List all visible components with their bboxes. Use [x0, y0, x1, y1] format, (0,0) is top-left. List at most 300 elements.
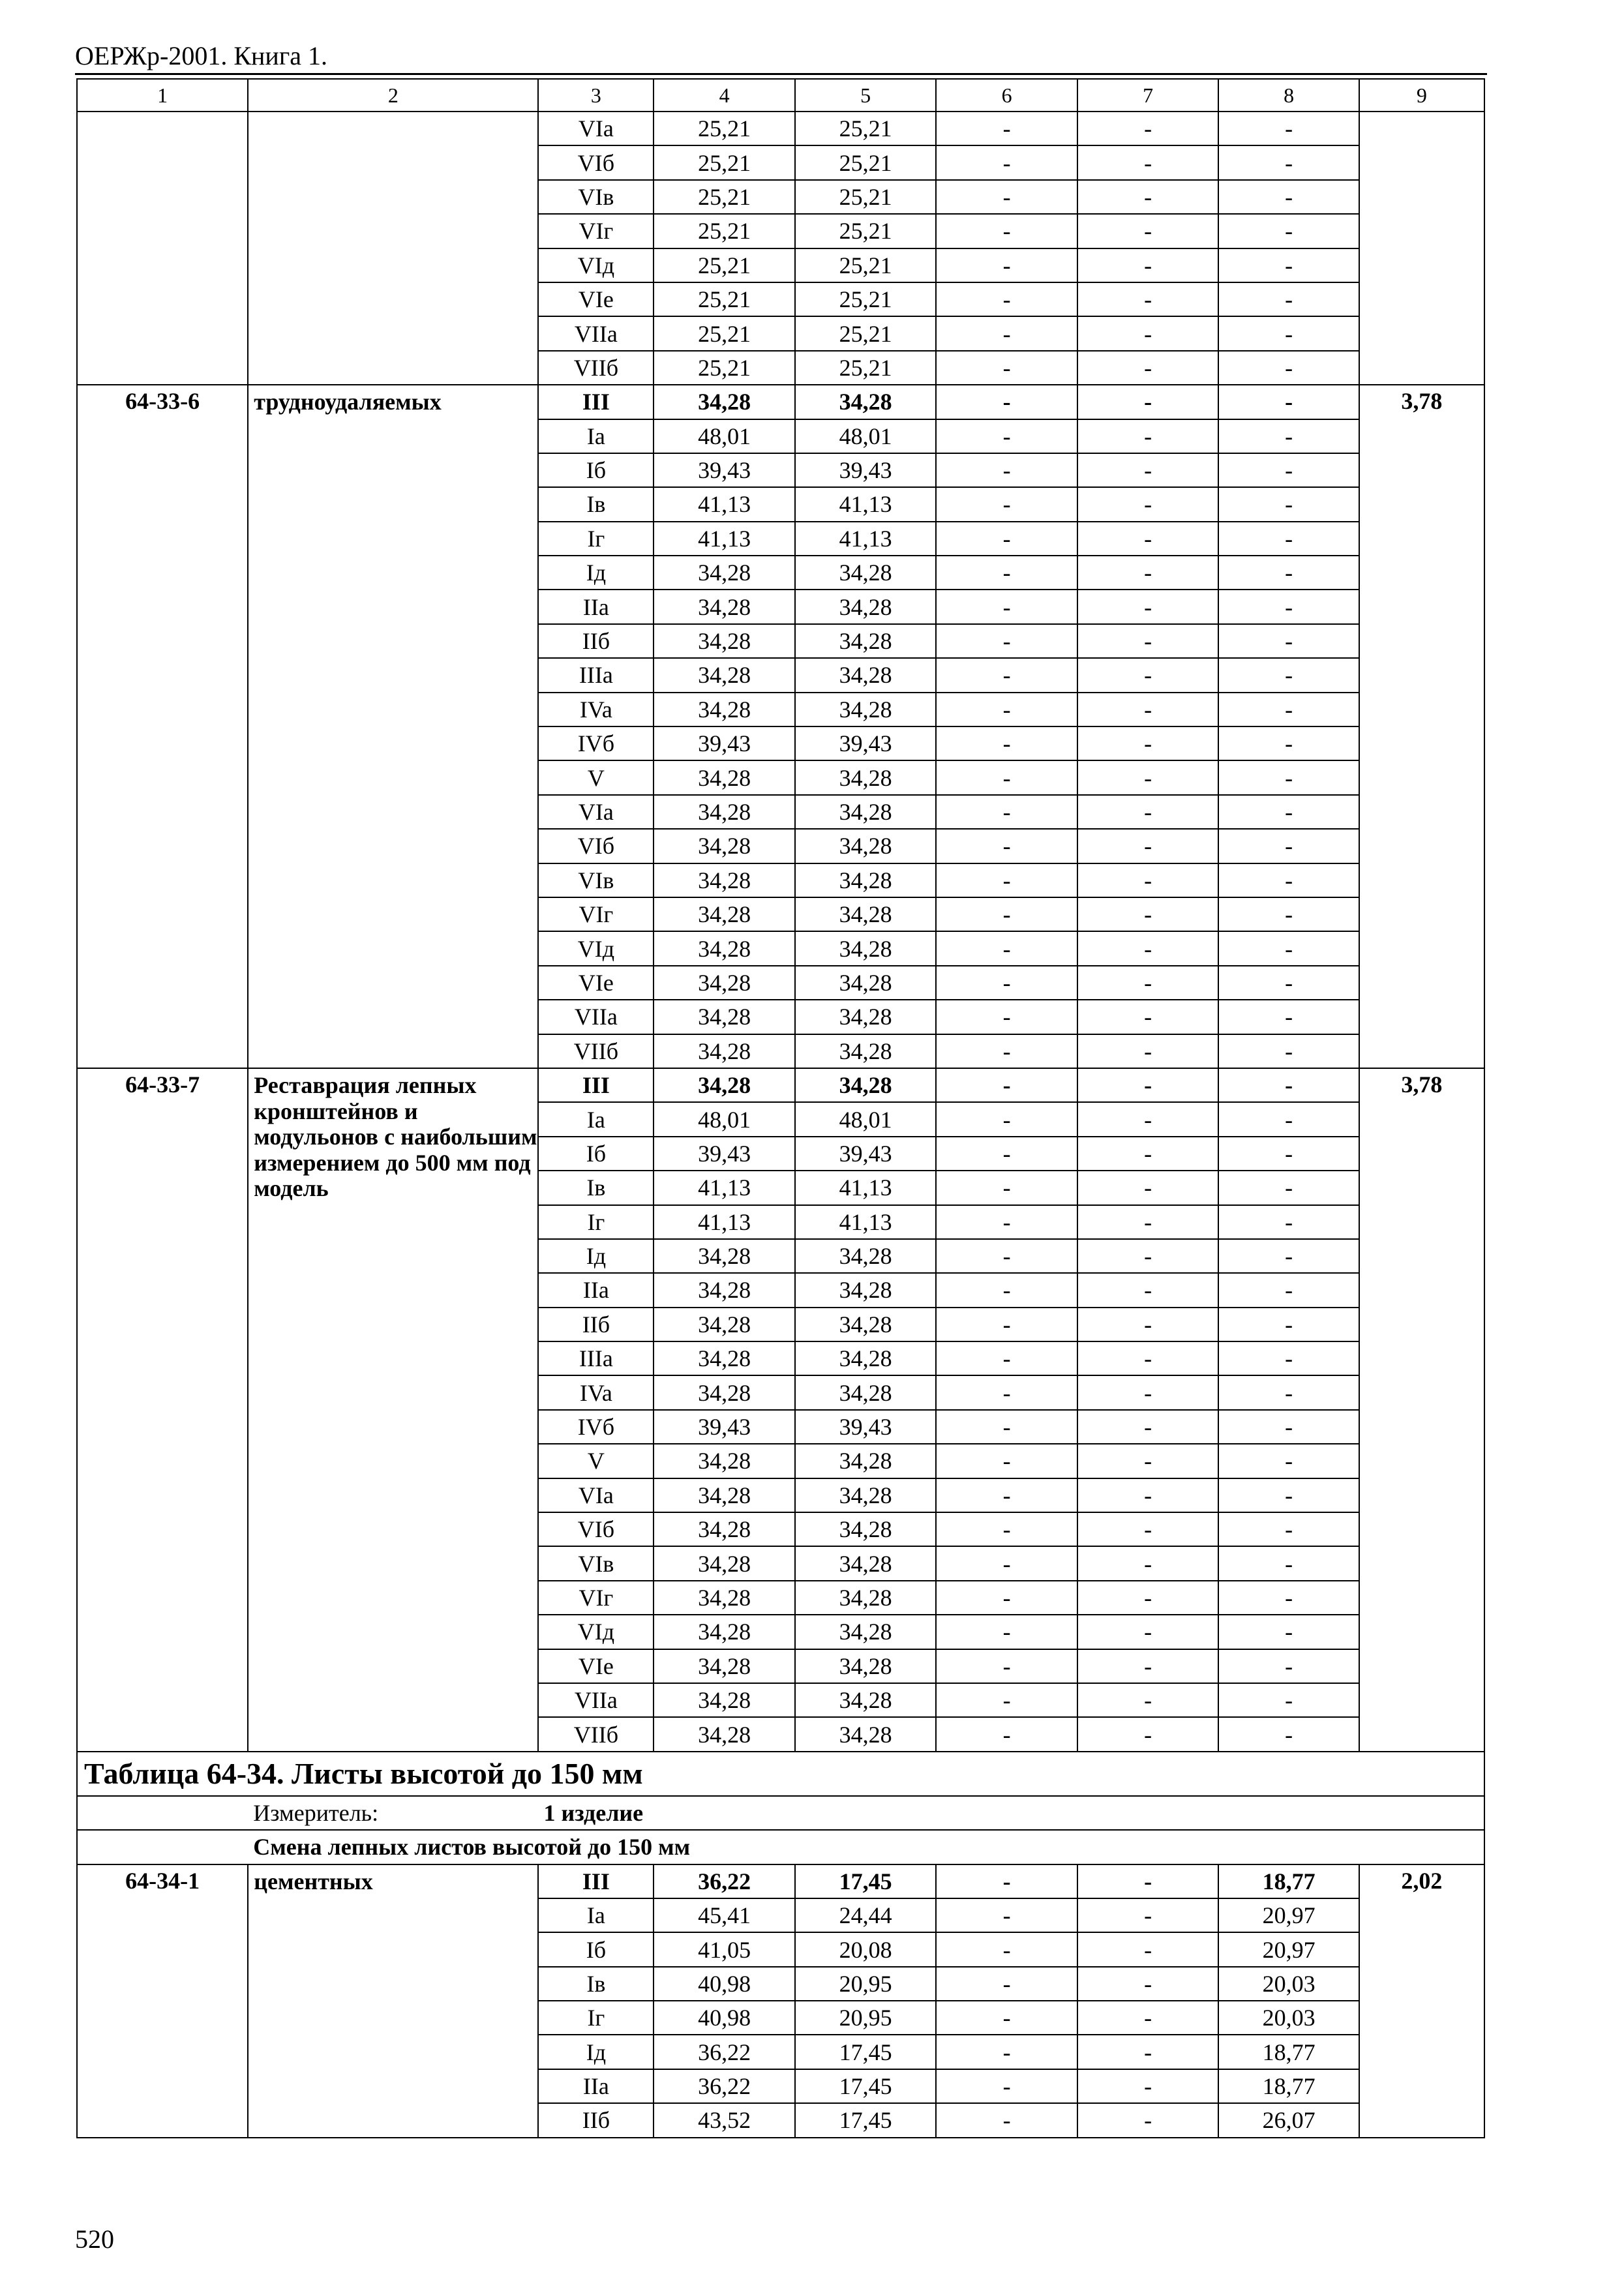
item-code: 64-34-1: [77, 1864, 248, 2138]
value-col5: 25,21: [795, 112, 937, 145]
value-col7: -: [1077, 214, 1219, 248]
value-col4: 34,28: [654, 1546, 795, 1580]
value-col6: -: [936, 726, 1077, 760]
value-col4: 48,01: [654, 1102, 795, 1136]
value-col5: 34,28: [795, 931, 937, 965]
value-col7: -: [1077, 795, 1219, 829]
value-col7: -: [1077, 1898, 1219, 1932]
value-col7: -: [1077, 966, 1219, 1000]
value-col6: -: [936, 863, 1077, 897]
value-col7: -: [1077, 2103, 1219, 2137]
value-col7: -: [1077, 2001, 1219, 2035]
value-col4: 48,01: [654, 419, 795, 453]
value-col4: 39,43: [654, 726, 795, 760]
column-number: 5: [795, 79, 937, 112]
value-col4: 34,28: [654, 1649, 795, 1683]
value-col6: -: [936, 1137, 1077, 1171]
value-col5: 24,44: [795, 1898, 937, 1932]
value-col6: -: [936, 693, 1077, 726]
value-col7: -: [1077, 1478, 1219, 1512]
value-col6: -: [936, 1034, 1077, 1068]
value-col8: -: [1218, 1615, 1359, 1649]
value-col5: 20,95: [795, 1967, 937, 2001]
value-col8: -: [1218, 145, 1359, 179]
meter-row: [77, 1796, 1484, 1830]
value-col7: -: [1077, 1444, 1219, 1478]
value-col8: -: [1218, 829, 1359, 863]
value-col7: -: [1077, 316, 1219, 350]
zone-cell: IIIa: [538, 658, 654, 692]
zone-cell: VIв: [538, 1546, 654, 1580]
value-col5: 34,28: [795, 1512, 937, 1546]
value-col4: 25,21: [654, 351, 795, 385]
value-col8: 20,03: [1218, 2001, 1359, 2035]
value-col4: 34,28: [654, 1000, 795, 1034]
zone-cell: VIд: [538, 1615, 654, 1649]
meter-label: Измеритель:: [248, 1796, 538, 1830]
value-col8: -: [1218, 112, 1359, 145]
value-col7: -: [1077, 1239, 1219, 1273]
value-col6: -: [936, 1615, 1077, 1649]
value-col7: -: [1077, 419, 1219, 453]
value-col6: -: [936, 658, 1077, 692]
value-col7: -: [1077, 248, 1219, 282]
value-col7: -: [1077, 351, 1219, 385]
value-col8: -: [1218, 590, 1359, 623]
value-col7: -: [1077, 1546, 1219, 1580]
value-col4: 25,21: [654, 145, 795, 179]
value-col7: -: [1077, 1932, 1219, 1966]
value-col6: -: [936, 1239, 1077, 1273]
value-col7: -: [1077, 453, 1219, 487]
value-col8: -: [1218, 1034, 1359, 1068]
zone-cell: III: [538, 385, 654, 419]
value-col4: 41,13: [654, 487, 795, 521]
value-col4: 34,28: [654, 1683, 795, 1717]
value-col8: -: [1218, 1273, 1359, 1307]
value-col8: -: [1218, 1410, 1359, 1444]
value-col5: 34,28: [795, 1546, 937, 1580]
value-col6: -: [936, 829, 1077, 863]
value-col5: 34,28: [795, 897, 937, 931]
value-col6: -: [936, 1171, 1077, 1204]
value-col5: 34,28: [795, 795, 937, 829]
value-col5: 25,21: [795, 316, 937, 350]
zone-cell: IVб: [538, 1410, 654, 1444]
value-col7: -: [1077, 1615, 1219, 1649]
column-number: 8: [1218, 79, 1359, 112]
table-title-row: [77, 1752, 1484, 1796]
value-col6: -: [936, 1102, 1077, 1136]
zone-cell: VIIa: [538, 1000, 654, 1034]
value-col4: 40,98: [654, 2001, 795, 2035]
value-col6: -: [936, 351, 1077, 385]
value-col4: 41,13: [654, 1205, 795, 1239]
value-col5: 41,13: [795, 487, 937, 521]
zone-cell: IIa: [538, 590, 654, 623]
meter-value: 1 изделие: [538, 1796, 1484, 1830]
value-col4: 34,28: [654, 693, 795, 726]
value-col6: -: [936, 2103, 1077, 2137]
value-col6: -: [936, 624, 1077, 658]
value-col5: 25,21: [795, 145, 937, 179]
value-col7: -: [1077, 522, 1219, 556]
value-col6: -: [936, 1649, 1077, 1683]
zone-cell: Iв: [538, 1171, 654, 1204]
section-title: Смена лепных листов высотой до 150 мм: [248, 1830, 1484, 1864]
value-col7: -: [1077, 112, 1219, 145]
zone-cell: Iг: [538, 522, 654, 556]
value-col5: 48,01: [795, 1102, 937, 1136]
value-col4: 43,52: [654, 2103, 795, 2137]
zone-cell: Iв: [538, 1967, 654, 2001]
value-col9: 3,78: [1359, 1068, 1484, 1752]
value-col6: -: [936, 145, 1077, 179]
value-col7: -: [1077, 1410, 1219, 1444]
value-col6: -: [936, 316, 1077, 350]
value-col4: 34,28: [654, 966, 795, 1000]
value-col7: -: [1077, 1137, 1219, 1171]
value-col4: 25,21: [654, 316, 795, 350]
value-col8: -: [1218, 487, 1359, 521]
value-col8: -: [1218, 1683, 1359, 1717]
value-col8: -: [1218, 248, 1359, 282]
zone-cell: Iд: [538, 2035, 654, 2069]
value-col7: -: [1077, 1102, 1219, 1136]
value-col7: -: [1077, 931, 1219, 965]
value-col5: 17,45: [795, 1864, 937, 1898]
value-col6: -: [936, 966, 1077, 1000]
zone-cell: Iд: [538, 1239, 654, 1273]
value-col7: -: [1077, 897, 1219, 931]
value-col6: -: [936, 2001, 1077, 2035]
value-col8: -: [1218, 624, 1359, 658]
value-col7: -: [1077, 590, 1219, 623]
value-col7: -: [1077, 624, 1219, 658]
zone-cell: IVa: [538, 693, 654, 726]
value-col5: 34,28: [795, 1581, 937, 1615]
value-col6: -: [936, 1308, 1077, 1341]
value-col8: -: [1218, 795, 1359, 829]
zone-cell: VIIa: [538, 316, 654, 350]
item-description: [248, 112, 538, 385]
value-col4: 40,98: [654, 1967, 795, 2001]
value-col6: -: [936, 897, 1077, 931]
value-col7: -: [1077, 760, 1219, 794]
value-col5: 34,28: [795, 1717, 937, 1751]
zone-cell: IVa: [538, 1375, 654, 1409]
table-row: [77, 112, 1484, 145]
value-col4: 34,28: [654, 863, 795, 897]
value-col6: -: [936, 1717, 1077, 1751]
zone-cell: Ia: [538, 419, 654, 453]
item-code: 64-33-7: [77, 1068, 248, 1752]
zone-cell: VIa: [538, 1478, 654, 1512]
value-col4: 41,13: [654, 1171, 795, 1204]
value-col4: 34,28: [654, 658, 795, 692]
item-description: Реставрация лепных кронштейнов и модульонов с наибольшим измерением до 500 мм под модель: [248, 1068, 538, 1752]
value-col8: -: [1218, 1308, 1359, 1341]
zone-cell: IIa: [538, 2069, 654, 2103]
value-col9: 3,78: [1359, 385, 1484, 1068]
page-number: 520: [75, 2224, 114, 2254]
value-col8: -: [1218, 556, 1359, 590]
value-col5: 34,28: [795, 658, 937, 692]
zone-cell: VIб: [538, 145, 654, 179]
zone-cell: VIIб: [538, 1717, 654, 1751]
zone-cell: Iб: [538, 453, 654, 487]
value-col4: 25,21: [654, 112, 795, 145]
value-col5: 25,21: [795, 248, 937, 282]
table-row: [77, 1068, 1484, 1102]
value-col7: -: [1077, 1000, 1219, 1034]
value-col5: 34,28: [795, 590, 937, 623]
value-col7: -: [1077, 487, 1219, 521]
value-col5: 34,28: [795, 1273, 937, 1307]
value-col7: -: [1077, 145, 1219, 179]
value-col6: -: [936, 487, 1077, 521]
column-number: 7: [1077, 79, 1219, 112]
value-col5: 25,21: [795, 282, 937, 316]
value-col4: 34,28: [654, 624, 795, 658]
section-row: [77, 1830, 1484, 1864]
zone-cell: Iг: [538, 1205, 654, 1239]
value-col8: -: [1218, 419, 1359, 453]
zone-cell: VIг: [538, 1581, 654, 1615]
value-col5: 34,28: [795, 1375, 937, 1409]
value-col4: 36,22: [654, 2069, 795, 2103]
value-col5: 34,28: [795, 385, 937, 419]
zone-cell: VIIб: [538, 1034, 654, 1068]
item-code: 64-33-6: [77, 385, 248, 1068]
value-col4: 34,28: [654, 556, 795, 590]
zone-cell: VIд: [538, 931, 654, 965]
value-col5: 39,43: [795, 453, 937, 487]
value-col9: 2,02: [1359, 1864, 1484, 2138]
value-col4: 34,28: [654, 1273, 795, 1307]
column-number: 2: [248, 79, 538, 112]
value-col5: 34,28: [795, 1478, 937, 1512]
value-col8: -: [1218, 1102, 1359, 1136]
value-col5: 34,28: [795, 1068, 937, 1102]
value-col7: -: [1077, 1205, 1219, 1239]
value-col7: -: [1077, 1581, 1219, 1615]
value-col6: -: [936, 931, 1077, 965]
value-col6: -: [936, 1375, 1077, 1409]
value-col4: 25,21: [654, 180, 795, 214]
value-col5: 34,28: [795, 1239, 937, 1273]
value-col5: 34,28: [795, 1341, 937, 1375]
value-col7: -: [1077, 1717, 1219, 1751]
value-col8: -: [1218, 693, 1359, 726]
value-col5: 17,45: [795, 2035, 937, 2069]
value-col8: -: [1218, 658, 1359, 692]
value-col6: -: [936, 1410, 1077, 1444]
column-number: 1: [77, 79, 248, 112]
value-col8: -: [1218, 1375, 1359, 1409]
value-col4: 41,13: [654, 522, 795, 556]
value-col8: -: [1218, 282, 1359, 316]
value-col5: 41,13: [795, 522, 937, 556]
value-col7: -: [1077, 1171, 1219, 1204]
value-col6: -: [936, 214, 1077, 248]
zone-cell: Iг: [538, 2001, 654, 2035]
zone-cell: III: [538, 1068, 654, 1102]
value-col6: -: [936, 1581, 1077, 1615]
value-col8: -: [1218, 1546, 1359, 1580]
value-col4: 34,28: [654, 1308, 795, 1341]
value-col5: 34,28: [795, 863, 937, 897]
value-col8: -: [1218, 1205, 1359, 1239]
value-col5: 34,28: [795, 966, 937, 1000]
value-col8: -: [1218, 1341, 1359, 1375]
value-col7: -: [1077, 726, 1219, 760]
value-col8: -: [1218, 931, 1359, 965]
table-title: Таблица 64-34. Листы высотой до 150 мм: [77, 1752, 1484, 1796]
zone-cell: IIб: [538, 1308, 654, 1341]
value-col5: 48,01: [795, 419, 937, 453]
rates-table: [76, 78, 1485, 2138]
value-col5: 34,28: [795, 760, 937, 794]
value-col6: -: [936, 760, 1077, 794]
value-col6: -: [936, 1205, 1077, 1239]
section-spacer: [77, 1830, 248, 1864]
value-col7: -: [1077, 658, 1219, 692]
value-col7: -: [1077, 180, 1219, 214]
zone-cell: Iв: [538, 487, 654, 521]
value-col7: -: [1077, 1375, 1219, 1409]
value-col6: -: [936, 1864, 1077, 1898]
value-col4: 41,05: [654, 1932, 795, 1966]
value-col5: 34,28: [795, 1615, 937, 1649]
value-col4: 34,28: [654, 760, 795, 794]
value-col9: [1359, 112, 1484, 385]
zone-cell: V: [538, 1444, 654, 1478]
zone-cell: IIa: [538, 1273, 654, 1307]
value-col7: -: [1077, 556, 1219, 590]
column-number: 4: [654, 79, 795, 112]
value-col8: 18,77: [1218, 2035, 1359, 2069]
zone-cell: VIг: [538, 214, 654, 248]
zone-cell: IIIa: [538, 1341, 654, 1375]
zone-cell: Ia: [538, 1102, 654, 1136]
value-col7: -: [1077, 282, 1219, 316]
zone-cell: VIa: [538, 112, 654, 145]
value-col7: -: [1077, 385, 1219, 419]
running-title: ОЕРЖр-2001. Книга 1.: [75, 41, 327, 70]
value-col6: -: [936, 1444, 1077, 1478]
value-col4: 34,28: [654, 897, 795, 931]
zone-cell: VIв: [538, 863, 654, 897]
value-col6: -: [936, 419, 1077, 453]
zone-cell: Ia: [538, 1898, 654, 1932]
zone-cell: VIг: [538, 897, 654, 931]
value-col5: 34,28: [795, 624, 937, 658]
zone-cell: Iб: [538, 1137, 654, 1171]
item-code: [77, 112, 248, 385]
value-col5: 34,28: [795, 1683, 937, 1717]
zone-cell: IVб: [538, 726, 654, 760]
value-col6: -: [936, 1000, 1077, 1034]
value-col7: -: [1077, 1683, 1219, 1717]
value-col7: -: [1077, 1308, 1219, 1341]
value-col8: -: [1218, 1137, 1359, 1171]
value-col8: -: [1218, 351, 1359, 385]
value-col5: 17,45: [795, 2069, 937, 2103]
value-col8: -: [1218, 453, 1359, 487]
value-col7: -: [1077, 1341, 1219, 1375]
value-col7: -: [1077, 863, 1219, 897]
value-col4: 34,28: [654, 795, 795, 829]
item-description: трудноудаляемых: [248, 385, 538, 1068]
value-col8: -: [1218, 522, 1359, 556]
value-col8: -: [1218, 1649, 1359, 1683]
value-col4: 34,28: [654, 1717, 795, 1751]
value-col5: 17,45: [795, 2103, 937, 2137]
value-col6: -: [936, 2035, 1077, 2069]
zone-cell: III: [538, 1864, 654, 1898]
value-col4: 34,28: [654, 1581, 795, 1615]
value-col6: -: [936, 453, 1077, 487]
value-col4: 25,21: [654, 248, 795, 282]
value-col5: 25,21: [795, 214, 937, 248]
value-col6: -: [936, 522, 1077, 556]
value-col4: 36,22: [654, 1864, 795, 1898]
value-col5: 34,28: [795, 829, 937, 863]
value-col8: 20,97: [1218, 1898, 1359, 1932]
value-col8: -: [1218, 726, 1359, 760]
column-number: 3: [538, 79, 654, 112]
column-number: 9: [1359, 79, 1484, 112]
value-col8: 18,77: [1218, 2069, 1359, 2103]
value-col8: 20,03: [1218, 1967, 1359, 2001]
value-col6: -: [936, 1898, 1077, 1932]
value-col6: -: [936, 590, 1077, 623]
value-col4: 34,28: [654, 1512, 795, 1546]
value-col4: 34,28: [654, 1375, 795, 1409]
value-col4: 34,28: [654, 829, 795, 863]
zone-cell: VIв: [538, 180, 654, 214]
table-row: [77, 385, 1484, 419]
value-col8: -: [1218, 1068, 1359, 1102]
value-col5: 34,28: [795, 1000, 937, 1034]
column-number: 6: [936, 79, 1077, 112]
zone-cell: IIб: [538, 624, 654, 658]
value-col6: -: [936, 385, 1077, 419]
value-col4: 25,21: [654, 282, 795, 316]
column-number-row: [77, 79, 1484, 112]
value-col5: 39,43: [795, 726, 937, 760]
value-col5: 34,28: [795, 556, 937, 590]
zone-cell: VIб: [538, 829, 654, 863]
value-col7: -: [1077, 1649, 1219, 1683]
value-col7: -: [1077, 1864, 1219, 1898]
value-col4: 34,28: [654, 1239, 795, 1273]
value-col8: -: [1218, 863, 1359, 897]
value-col4: 34,28: [654, 590, 795, 623]
item-description: цементных: [248, 1864, 538, 2138]
value-col6: -: [936, 1341, 1077, 1375]
zone-cell: VIIб: [538, 351, 654, 385]
value-col8: -: [1218, 1239, 1359, 1273]
value-col4: 34,28: [654, 1068, 795, 1102]
value-col7: -: [1077, 1273, 1219, 1307]
value-col8: -: [1218, 966, 1359, 1000]
value-col5: 20,95: [795, 2001, 937, 2035]
value-col6: -: [936, 112, 1077, 145]
zone-cell: Iб: [538, 1932, 654, 1966]
value-col7: -: [1077, 1068, 1219, 1102]
